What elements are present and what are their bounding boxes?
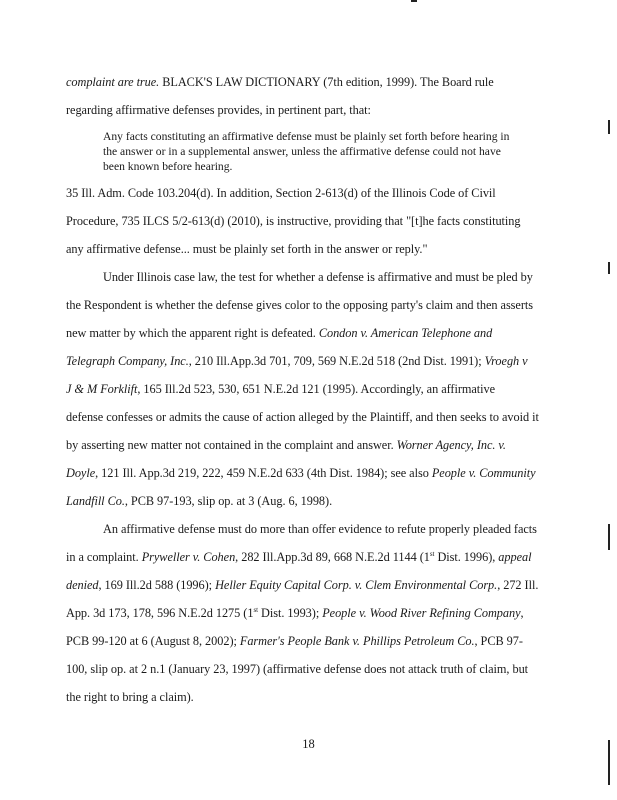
- p2-line-2: Procedure, 735 ILCS 5/2-613(d) (2010), is instructive, providing that "[t]he facts constituting: [66, 214, 521, 228]
- p4-line-3: denied, 169 Ill.2d 588 (1996); Heller Equity Capital Corp. v. Clem Environmental Corp., 272 Ill.: [66, 578, 539, 592]
- scan-artifact-top: [411, 0, 417, 2]
- p3-line-6: defense confesses or admits the cause of action alleged by the Plaintiff, and then seeks to avoid it: [66, 410, 539, 424]
- p3-line-3: new matter by which the apparent right is defeated. Condon v. American Telephone and: [66, 326, 493, 340]
- p1-line-1: complaint are true. BLACK'S LAW DICTIONARY (7th edition, 1999). The Board rule: [66, 75, 494, 89]
- p3-line-7: by asserting new matter not contained in the complaint and answer. Worner Agency, Inc. v.: [66, 438, 506, 452]
- p1-line-2: regarding affirmative defenses provides, in pertinent part, that:: [66, 103, 371, 117]
- p4-line-4: App. 3d 173, 178, 596 N.E.2d 1275 (1st Dist. 1993); People v. Wood River Refining Company,: [66, 605, 524, 620]
- scan-artifact-margin-2: [608, 262, 610, 274]
- p2-line-3: any affirmative defense... must be plainly set forth in the answer or reply.": [66, 242, 428, 256]
- p2-line-1: 35 Ill. Adm. Code 103.204(d). In addition, Section 2-613(d) of the Illinois Code of Civil: [66, 186, 496, 200]
- page-number: 18: [302, 737, 315, 751]
- p4-line-7: the right to bring a claim).: [66, 690, 194, 704]
- p3-line-1: Under Illinois case law, the test for whether a defense is affirmative and must be pled by: [103, 270, 533, 284]
- p3-line-8: Doyle, 121 Ill. App.3d 219, 222, 459 N.E.2d 633 (4th Dist. 1984); see also People v. Community: [66, 466, 536, 480]
- quote-line-2: the answer or in a supplemental answer, unless the affirmative defense could not have: [103, 145, 501, 158]
- p4-line-5: PCB 99-120 at 6 (August 8, 2002); Farmer's People Bank v. Phillips Petroleum Co., PCB 97-: [66, 634, 523, 648]
- p4-line-1: An affirmative defense must do more than offer evidence to refute properly pleaded facts: [103, 522, 537, 536]
- scan-artifact-margin-3: [608, 524, 610, 550]
- p3-line-5: J & M Forklift, 165 Ill.2d 523, 530, 651 N.E.2d 121 (1995). Accordingly, an affirmative: [66, 382, 496, 396]
- quote-line-1: Any facts constituting an affirmative defense must be plainly set forth before hearing in: [103, 130, 510, 143]
- p3-line-2: the Respondent is whether the defense gives color to the opposing party's claim and then asserts: [66, 298, 533, 312]
- scan-artifact-margin-1: [608, 120, 610, 134]
- p4-line-6: 100, slip op. at 2 n.1 (January 23, 1997) (affirmative defense does not attack truth of claim, but: [66, 662, 529, 676]
- p3-line-4: Telegraph Company, Inc., 210 Ill.App.3d 701, 709, 569 N.E.2d 518 (2nd Dist. 1991); Vroegh v: [66, 354, 528, 368]
- p4-line-2: in a complaint. Pryweller v. Cohen, 282 Ill.App.3d 89, 668 N.E.2d 1144 (1st Dist. 1996), appeal: [66, 549, 532, 564]
- scan-artifact-margin-4: [608, 740, 610, 785]
- p3-line-9: Landfill Co., PCB 97-193, slip op. at 3 (Aug. 6, 1998).: [66, 494, 333, 508]
- quote-line-3: been known before hearing.: [103, 160, 233, 173]
